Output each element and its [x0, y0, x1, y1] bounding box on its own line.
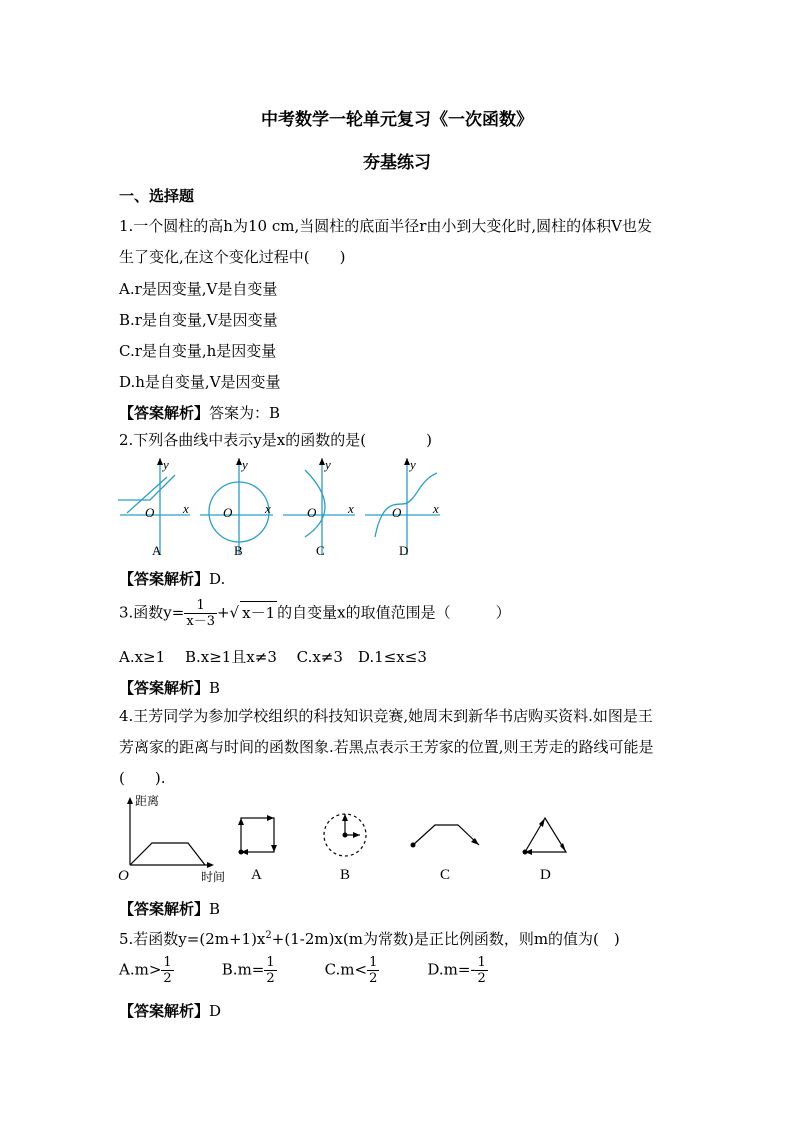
sqrt-icon: √: [229, 603, 240, 622]
q5-stem: [119, 928, 620, 949]
fraction-numerator: 1: [163, 955, 172, 970]
exponent: 2: [265, 930, 272, 941]
q1-option-d: D.h是自变量,V是因变量: [119, 373, 281, 391]
fraction-numerator: 1: [477, 955, 486, 970]
arrow-icon: [353, 832, 360, 838]
option-label-b: B: [340, 867, 351, 883]
answer-text: 答案为：B: [209, 404, 281, 422]
q2-stem: 2.下列各曲线中表示y是x的函数的是( ): [119, 431, 432, 449]
option-prefix: D.m=-: [427, 960, 476, 979]
q5-option-c: [325, 955, 423, 986]
q3-fraction: [184, 598, 217, 629]
q3-prefix: 3.函数y=: [119, 603, 185, 622]
answer-text: D.: [209, 570, 226, 588]
q4-answer: [119, 898, 220, 919]
q1-option-b: B.r是自变量,V是因变量: [119, 311, 278, 329]
origin-label: O: [392, 505, 402, 520]
route-d-triangle: [525, 818, 566, 852]
answer-text: B: [209, 679, 221, 697]
q1-stem-line1: 1.一个圆柱的高h为10 cm,当圆柱的底面半径r由小到大变化时,圆柱的体积V也发: [119, 217, 652, 235]
axis-x-label: x: [265, 501, 271, 516]
q5-option-d: [427, 955, 487, 986]
fraction: [367, 955, 379, 986]
fraction-denominator: 2: [266, 971, 275, 986]
fraction-denominator: 2: [369, 971, 378, 986]
option-label-a: A: [251, 867, 262, 883]
fraction-denominator: 2: [163, 971, 172, 986]
origin-label: O: [118, 868, 129, 884]
sqrt-body: x－1: [240, 601, 277, 623]
q5-option-b: [222, 955, 320, 986]
home-dot-icon: [411, 843, 416, 848]
origin-label: O: [145, 505, 155, 520]
q3-answer: [119, 677, 220, 698]
graph-d-curve: [375, 473, 437, 537]
q4-stem-line1: 4.王芳同学为参加学校组织的科技知识竞赛,她周末到新华书店购买资料.如图是王: [119, 707, 653, 725]
option-prefix: B.m=: [221, 960, 265, 979]
q2-answer: [119, 568, 225, 589]
answer-label: 【答案解析】: [119, 570, 210, 588]
axis-y-label: y: [163, 457, 169, 472]
page-title: 中考数学一轮单元复习《一次函数》: [261, 110, 533, 130]
axis-x-label: x: [433, 501, 439, 516]
graph-xlabel: 时间: [201, 870, 226, 884]
option-prefix: A.m>: [119, 960, 162, 979]
fraction-numerator: 1: [369, 955, 378, 970]
answer-label: 【答案解析】: [119, 679, 210, 697]
answer-label: 【答案解析】: [119, 1002, 210, 1020]
q1-option-c: C.r是自变量,h是因变量: [119, 342, 277, 360]
arrow-icon: [238, 818, 244, 825]
graph-ylabel: 距离: [135, 795, 160, 808]
q1-stem-line2: 生了变化,在这个变化过程中( ): [119, 248, 346, 266]
route-c-path: [413, 825, 479, 845]
fraction-denominator: x－3: [186, 614, 215, 629]
answer-text: D: [209, 1002, 222, 1020]
option-label-a: A: [152, 543, 162, 558]
answer-label: 【答案解析】: [119, 404, 210, 422]
axis-y-label: y: [242, 457, 248, 472]
q5-answer: [119, 1000, 221, 1021]
arrow-icon: [267, 815, 274, 821]
option-label-b: B: [234, 543, 243, 558]
fraction-denominator: 2: [477, 971, 486, 986]
fraction-numerator: 1: [184, 598, 217, 614]
q5-options: [119, 955, 488, 986]
q4-figure: [115, 795, 575, 885]
option-label-c: C: [440, 867, 451, 883]
fraction: [264, 955, 276, 986]
section-heading: 一、选择题: [119, 187, 195, 205]
q4-stem-line3: ( ).: [119, 769, 166, 787]
fraction: [161, 955, 173, 986]
option-prefix: C.m<: [324, 960, 368, 979]
fraction-numerator: 1: [266, 955, 275, 970]
arrow-icon: [127, 797, 133, 804]
plus-sign: +: [216, 603, 230, 622]
arrow-icon: [271, 845, 277, 852]
route-a-square: [241, 818, 274, 852]
arrow-icon: [207, 862, 214, 868]
answer-label: 【答案解析】: [119, 900, 210, 918]
arrow-icon: [342, 814, 348, 821]
q1-option-a: A.r是因变量,V是自变量: [119, 280, 278, 298]
origin-label: O: [307, 505, 317, 520]
q1-answer: [119, 402, 280, 423]
q5-stem-part2: +(1-2m)x(m为常数)是正比例函数，则m的值为( ): [271, 930, 620, 948]
q3-stem: [119, 598, 511, 629]
q5-stem-part1: 5.若函数y=(2m+1)x: [119, 930, 266, 948]
q4-stem-line2: 芳离家的距离与时间的函数图象.若黑点表示王芳家的位置,则王芳走的路线可能是: [119, 738, 654, 756]
q3-options: A.x≥1 B.x≥1且x≠3 C.x≠3 D.1≤x≤3: [119, 648, 427, 666]
distance-graph-line: [130, 843, 205, 865]
origin-label: O: [223, 505, 233, 520]
page-subtitle: 夯基练习: [363, 153, 431, 173]
q5-option-a: [119, 955, 217, 986]
axis-y-label: y: [410, 457, 416, 472]
answer-text: B: [209, 900, 221, 918]
axis-x-label: x: [183, 501, 189, 516]
axis-y-label: y: [325, 457, 331, 472]
q2-figure: [115, 455, 455, 565]
option-label-d: D: [540, 867, 551, 883]
fraction: [475, 955, 487, 986]
axis-x-label: x: [348, 501, 354, 516]
option-label-d: D: [399, 543, 409, 558]
home-dot-icon: [343, 833, 348, 838]
option-label-c: C: [316, 543, 325, 558]
q3-suffix: 的自变量x的取值范围是（ ）: [277, 603, 511, 622]
